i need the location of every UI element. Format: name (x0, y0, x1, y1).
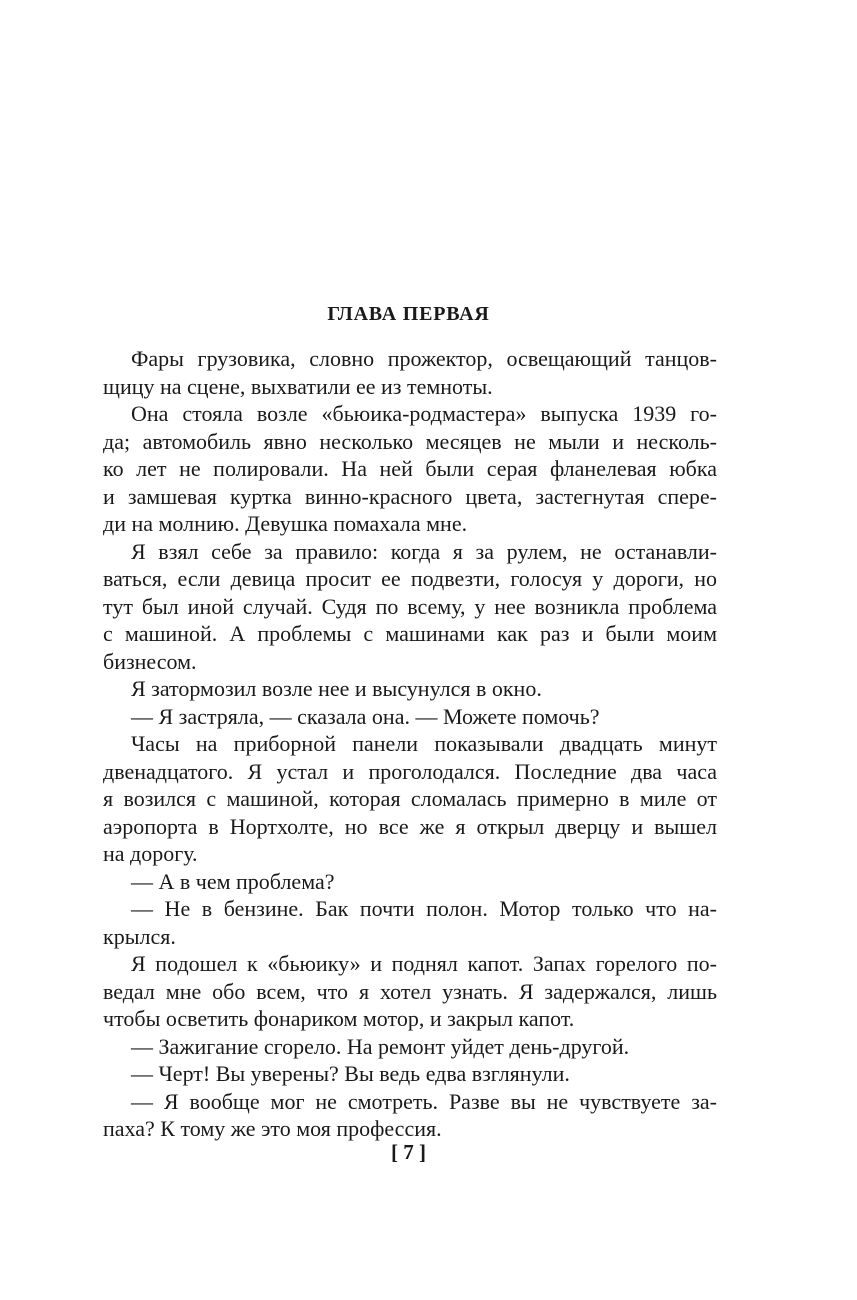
text-line: бизнесом. (103, 648, 197, 674)
chapter-body-text (103, 345, 717, 1143)
text-line: тут был иной случай. Судя по всему, у нее возникла проблема (103, 593, 717, 619)
text-line: ваться, если девица просит ее подвезти, голосуя у дороги, но (103, 566, 717, 591)
page-number: [ 7 ] (391, 1140, 426, 1164)
text-line: я возился с машиной, которая сломалась примерно в миле от (103, 786, 717, 811)
text-line: Она стояла возле «бьюика-родмастера» выпуска 1939 го- (131, 401, 717, 426)
text-line: аэропорта в Нортхолте, но все же я открыл дверцу и вышел (103, 813, 717, 839)
text-line: ди на молнию. Девушка помахала мне. (103, 511, 468, 536)
text-line: ведал мне обо всем, что я хотел узнать. Я задержался, лишь (103, 978, 717, 1004)
text-line: — Зажигание сгорело. На ремонт уйдет день-другой. (131, 1033, 630, 1059)
text-line: Я подошел к «бьюику» и поднял капот. Запах горелого по- (131, 951, 717, 976)
text-line: на дорогу. (103, 841, 198, 866)
text-line: Я затормозил возле нее и высунулся в окно. (131, 676, 542, 701)
text-line: Часы на приборной панели показывали двадцать минут (131, 731, 717, 756)
text-line: чтобы осветить фонариком мотор, и закрыл капот. (103, 1006, 575, 1031)
text-line: — Я застряла, — сказала она. — Можете помочь? (131, 703, 600, 729)
text-line: двенадцатого. Я устал и проголодался. Последние два часа (103, 758, 717, 784)
text-line: Фары грузовика, словно прожектор, освещающий танцов- (131, 346, 717, 371)
chapter-title: ГЛАВА ПЕРВАЯ (327, 303, 490, 325)
text-line: — Не в бензине. Бак почти полон. Мотор только что на- (131, 896, 717, 921)
text-line: с машиной. А проблемы с машинами как раз и были моим (103, 621, 717, 646)
text-line: ко лет не полировали. На ней были серая фланелевая юбка (103, 456, 717, 481)
text-line: да; автомобиль явно несколько месяцев не мыли и несколь- (103, 428, 717, 454)
text-line: щицу на сцене, выхватили ее из темноты. (103, 373, 493, 399)
text-line: крылся. (103, 923, 176, 949)
text-line: — Я вообще мог не смотреть. Разве вы не чувствуете за- (131, 1088, 717, 1114)
text-line: — А в чем проблема? (131, 868, 335, 894)
text-line: Я взял себе за правило: когда я за рулем, не останавли- (131, 538, 717, 564)
text-line: паха? К тому же это моя профессия. (103, 1116, 442, 1141)
text-line: и замшевая куртка винно-красного цвета, застегнутая спере- (103, 483, 717, 509)
text-line: — Черт! Вы уверены? Вы ведь едва взглянули. (131, 1061, 570, 1086)
